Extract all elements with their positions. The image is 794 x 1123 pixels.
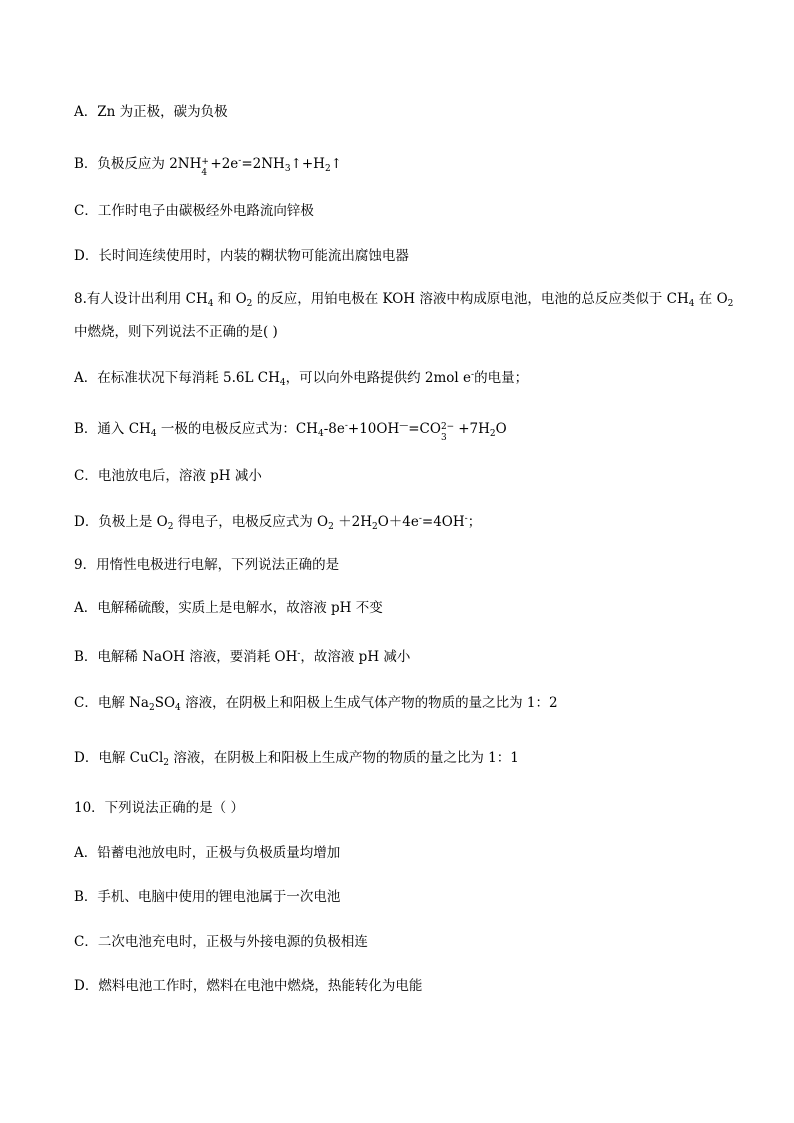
q7-b-sub-2: 3 <box>284 164 291 174</box>
q8-option-c-text: C．电池放电后，溶液 pH 减小 <box>74 468 262 484</box>
q8-stem-text-5: 中燃烧，则下列说法不正确的是( ) <box>74 324 278 340</box>
q8-stem-text-3: 的反应，用铂电极在 KOH 溶液中构成原电池，电池的总反应类似于 CH <box>252 291 689 307</box>
q9-d-text-1: D．电解 CuCl <box>74 750 164 766</box>
q8-stem-sub-3: 4 <box>688 299 695 309</box>
q8-b-text-7: O <box>495 421 507 437</box>
q7-b-sub: 4 <box>201 167 208 178</box>
q7-b-ion-charge <box>201 156 210 178</box>
q7-option-c-text: C．工作时电子由碳极经外电路流向锌极 <box>74 203 314 219</box>
q7-option-d-text: D．长时间连续使用时，内装的糊状物可能流出腐蚀电器 <box>74 248 409 264</box>
q8-stem-text-2: 和 O <box>213 291 247 307</box>
q10-option-a-text: A．铅蓄电池放电时，正极与负极质量均增加 <box>74 845 341 861</box>
q8-stem-text-4: 在 O <box>694 291 728 307</box>
q8-d-sub-1: 2 <box>167 522 174 532</box>
q9-c-text-2: SO <box>154 695 176 711</box>
q7-b-text-5: ↑ <box>330 156 343 172</box>
q8-stem-line-2 <box>74 322 278 342</box>
q8-d-sup-2: - <box>464 514 468 524</box>
q8-b-text-4: +10OH <box>347 421 400 437</box>
q8-d-text-5: =4OH <box>421 514 465 530</box>
q9-c-sub-2: 4 <box>175 703 181 713</box>
q10-option-b-text: B．手机、电脑中使用的锂电池属于一次电池 <box>74 889 341 905</box>
q9-stem <box>74 555 339 575</box>
q8-b-text-5: =CO <box>408 421 441 437</box>
q7-b-text-2: +2e <box>210 156 239 172</box>
q8-d-text-1: D．负极上是 O <box>74 514 168 530</box>
q8-b-text-3: -8e <box>323 421 345 437</box>
q8-option-c <box>74 466 262 486</box>
q8-option-a <box>74 365 528 393</box>
q8-b-text-1: B．通入 CH <box>74 421 151 437</box>
q8-b-text-6: +7H <box>453 421 490 437</box>
q9-c-text-1: C．电解 Na <box>74 695 149 711</box>
q8-b-sup-3: 2− <box>440 421 455 432</box>
q10-option-c <box>74 932 368 952</box>
q8-stem-sub-4: 2 <box>727 299 734 309</box>
q7-option-d <box>74 246 409 266</box>
q9-stem-text: 9．用惰性电极进行电解，下列说法正确的是 <box>74 557 340 573</box>
q8-b-sup-2: — <box>399 421 409 431</box>
q8-stem-text-1: 8.有人设计出利用 CH <box>74 291 208 307</box>
q7-b-sup: + <box>201 156 209 167</box>
q8-a-text-2: ，可以向外电路提供约 2mol e <box>285 370 472 386</box>
q9-option-d <box>74 748 519 773</box>
q9-option-b <box>74 644 410 667</box>
q8-a-text-3: 的电量； <box>474 370 529 386</box>
q7-b-text-3: =2NH <box>241 156 285 172</box>
q10-option-d-text: D．燃料电池工作时，燃料在电池中燃烧，热能转化为电能 <box>74 978 423 994</box>
q8-d-text-2: 得电子，电极反应式为 O <box>173 514 329 530</box>
q8-b-sup-1: - <box>344 421 348 431</box>
q8-stem-sub-2: 2 <box>246 299 253 309</box>
q9-option-a <box>74 598 383 618</box>
q8-d-text-3: ＋2H <box>333 514 372 530</box>
q8-d-sup-1: - <box>418 514 422 524</box>
q8-d-sub-3: 2 <box>371 522 378 532</box>
q9-d-sub: 2 <box>163 758 170 768</box>
q8-option-b <box>74 416 507 444</box>
q8-d-text-6: ； <box>467 514 482 530</box>
q9-d-text-2: 溶液，在阴极上和阳极上生成产物的物质的量之比为 1：1 <box>169 750 519 766</box>
q7-option-b <box>74 151 342 179</box>
q7-b-text-4: ↑+H <box>290 156 325 172</box>
q8-stem-sub-1: 4 <box>207 299 214 309</box>
q7-b-sup-2: - <box>238 156 242 166</box>
q9-b-sup: - <box>297 649 301 659</box>
q9-c-text-3: 溶液，在阴极上和阳极上生成气体产物的物质的量之比为 1：2 <box>180 695 558 711</box>
q8-stem-line-1 <box>74 289 733 314</box>
q8-b-sub-1: 4 <box>150 429 157 439</box>
q10-stem-text: 10．下列说法正确的是（ ） <box>74 800 244 816</box>
q10-option-c-text: C．二次电池充电时，正极与外接电源的负极相连 <box>74 934 368 950</box>
q8-b-ion-charge <box>440 421 455 443</box>
q8-a-text-1: A．在标准状况下每消耗 5.6L CH <box>74 370 280 386</box>
q9-option-a-text: A．电解稀硫酸，实质上是电解水，故溶液 pH 不变 <box>74 600 383 616</box>
q7-option-a <box>74 102 228 122</box>
q7-option-a-text: A．Zn 为正极，碳为负极 <box>74 104 228 120</box>
q8-b-sub-4: 2 <box>489 429 496 439</box>
q8-option-d <box>74 509 481 537</box>
q10-option-d <box>74 976 422 996</box>
q10-stem <box>74 798 244 818</box>
q10-option-a <box>74 843 340 863</box>
q8-b-text-2: 一极的电极反应式为：CH <box>156 421 318 437</box>
q9-b-text-2: ，故溶液 pH 减小 <box>300 649 411 665</box>
q10-option-b <box>74 887 340 907</box>
q7-b-sub-3: 2 <box>324 164 331 174</box>
q9-option-c <box>74 693 558 718</box>
q8-d-text-4: O＋4e <box>377 514 419 530</box>
q8-b-sub-3: 3 <box>440 432 447 443</box>
q9-c-sub-1: 2 <box>148 703 155 713</box>
q8-b-sub-2: 4 <box>317 429 324 439</box>
q8-a-sup: - <box>471 370 475 380</box>
q9-b-text-1: B．电解稀 NaOH 溶液，要消耗 OH <box>74 649 298 665</box>
q8-d-sub-2: 2 <box>328 522 334 532</box>
q8-a-sub: 4 <box>279 378 286 388</box>
q7-option-c <box>74 201 314 221</box>
q7-b-text-1: B．负极反应为 2NH <box>74 156 202 172</box>
